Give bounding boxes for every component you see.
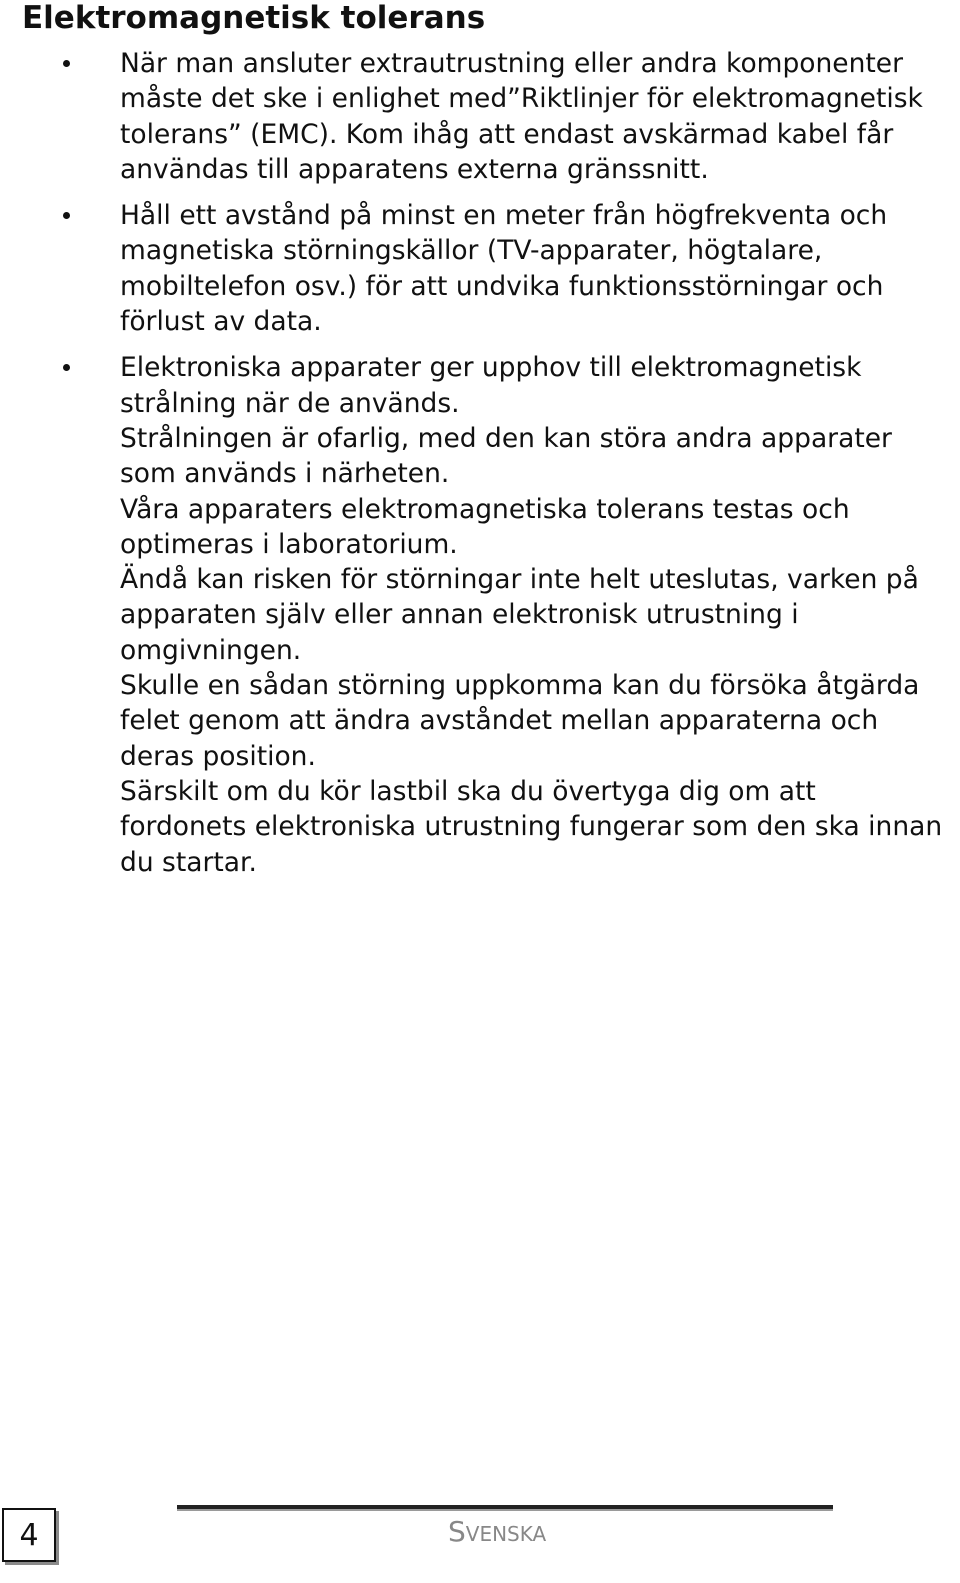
document-body: [0, 46, 960, 891]
bullet-list: [0, 46, 960, 880]
bullet-paragraph: Elektroniska apparater ger upphov till elektromagnetisk strålning när de används.: [120, 352, 862, 419]
bullet-icon: [63, 60, 70, 67]
bullet-paragraph: Särskilt om du kör lastbil ska du övertyga dig om att fordonets elektroniska utrustning fungerar som den ska innan du startar.: [120, 775, 943, 878]
footer-language: Svenska: [448, 1515, 547, 1548]
list-item-radiation: [0, 350, 950, 879]
footer-divider: [177, 1505, 833, 1509]
list-item-distance: [0, 198, 950, 339]
list-item-emc-guidelines: [0, 46, 950, 187]
page-number-box: [2, 1508, 56, 1562]
bullet-icon: [63, 212, 70, 219]
bullet-paragraph: Håll ett avstånd på minst en meter från högfrekventa och magnetiska störningskällor (TV-apparater, högtalare, mobiltelefon osv.) för att undvika funktionsstörningar och förlust av data.: [120, 200, 888, 338]
bullet-paragraph: Strålningen är ofarlig, med den kan störa andra apparater som används i närheten.: [120, 422, 892, 490]
bullet-icon: [63, 364, 70, 371]
bullet-paragraph: Skulle en sådan störning uppkomma kan du försöka åtgärda felet genom att ändra avståndet mellan apparaterna och deras position.: [120, 670, 920, 772]
page-number: 4: [19, 1517, 39, 1553]
page-title: Elektromagnetisk tolerans: [22, 0, 486, 36]
bullet-paragraph: Ändå kan risken för störningar inte helt uteslutas, varken på apparaten själv eller annan elektronisk utrustning i omgivningen.: [120, 564, 919, 666]
bullet-paragraph: När man ansluter extrautrustning eller andra komponenter måste det ske i enlighet med”Riktlinjer för elektromagnetisk tolerans” (EMC). Kom ihåg att endast avskärmad kabel får användas till apparatens externa gränssnitt.: [120, 48, 923, 185]
bullet-paragraph: Våra apparaters elektromagnetiska tolerans testas och optimeras i laboratorium.: [120, 493, 850, 560]
